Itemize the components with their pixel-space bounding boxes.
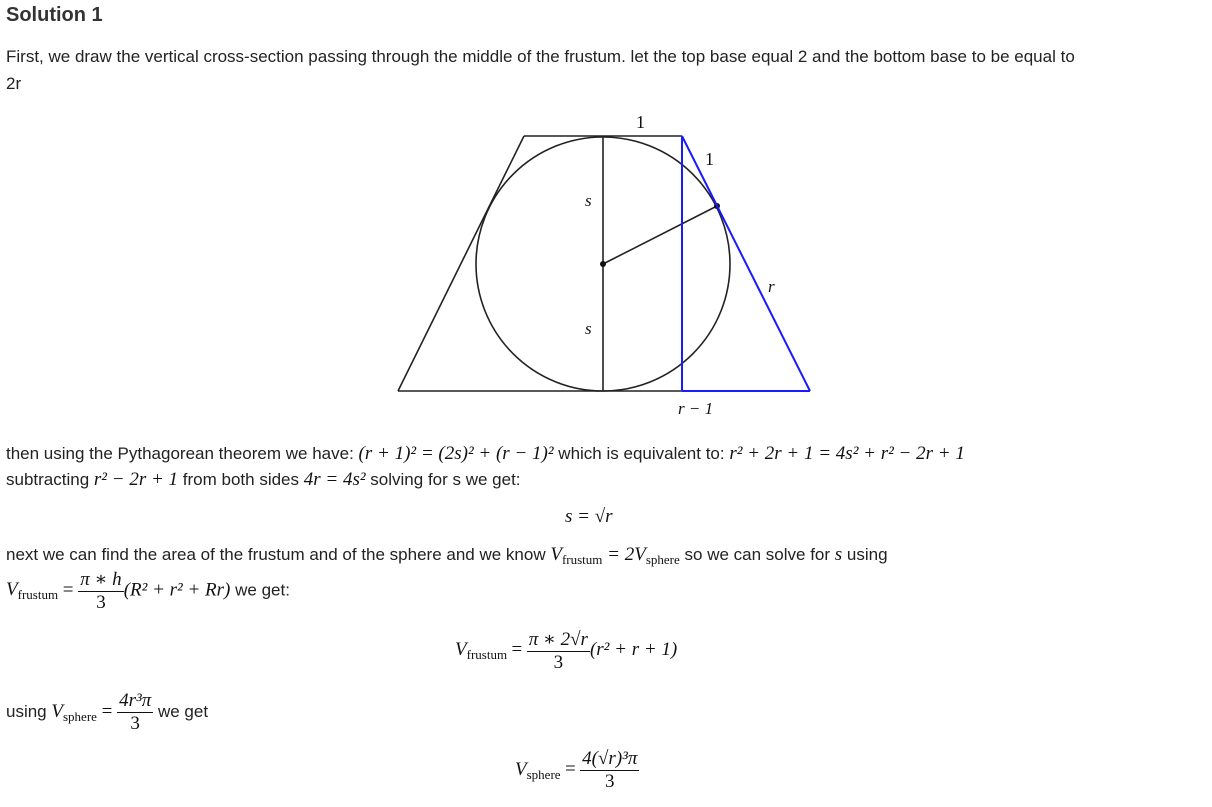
frustum-result-tail: (r² + r + 1) (589, 639, 678, 661)
we-get-text: we get (157, 701, 209, 721)
label-s-upper: s (585, 191, 592, 210)
subtracted-expression: r² − 2r + 1 (93, 469, 179, 490)
both-sides-text: from both sides (182, 470, 300, 489)
intro-line-2: 2r (6, 74, 22, 93)
using-prefix: using (6, 701, 47, 721)
equals-sign: = (62, 579, 74, 601)
v-frustum-symbol: $V_{frustum}$ (6, 579, 59, 603)
sphere-fraction (117, 690, 153, 735)
volume-relation-line (6, 544, 888, 568)
s-equals-sqrt-r: s = √r (565, 506, 613, 527)
simplified-equation: 4r = 4s² (303, 469, 366, 490)
frustum-result-fraction (527, 628, 590, 674)
frustum-numerator: π ∗ h (80, 569, 122, 590)
v-sphere-result-symbol: $V_{sphere}$ (515, 758, 561, 782)
equals-sign: = (101, 700, 113, 722)
label-top-1: 1 (636, 112, 645, 132)
equivalent-text: which is equivalent to: (558, 444, 725, 463)
blue-slant-line (682, 136, 810, 391)
frustum-cross-section-diagram (390, 108, 820, 420)
solution-title: Solution 1 (6, 4, 103, 26)
volume-relation-equation: $V_{frustum} = 2V_{sphere}$ (550, 544, 680, 567)
using-text: using (846, 545, 888, 564)
we-get-text: we get: (235, 580, 290, 600)
left-slant-line (398, 136, 524, 391)
frustum-formula-line (6, 568, 290, 614)
equals-sign: = (511, 639, 523, 661)
expanded-equation: r² + 2r + 1 = 4s² + r² − 2r + 1 (729, 443, 965, 464)
pythagorean-equation: (r + 1)² = (2s)² + (r − 1)² (358, 443, 554, 464)
v-frustum-result-symbol: $V_{frustum}$ (455, 639, 508, 663)
frustum-result-numerator: π ∗ 2√r (528, 629, 588, 650)
variable-s: s (834, 544, 843, 565)
sphere-result (515, 748, 639, 793)
label-r: r (768, 277, 775, 296)
frustum-denominator: 3 (78, 591, 123, 614)
sphere-numerator: 4r³π (119, 690, 152, 711)
label-slant-1: 1 (705, 149, 714, 169)
frustum-result (455, 628, 677, 674)
frustum-fraction (78, 568, 123, 614)
sphere-result-denominator: 3 (580, 770, 639, 793)
intro-line-1: First, we draw the vertical cross-section passing through the middle of the frustum. let the top base equal 2 and the bottom base to be equal to (6, 47, 1075, 66)
volume-relation-prefix: next we can find the area of the frustum and of the sphere and we know (6, 545, 546, 564)
sphere-result-numerator: 4(√r)³π (582, 748, 638, 769)
subtracting-prefix: subtracting (6, 470, 90, 489)
frustum-result-denominator: 3 (527, 651, 590, 674)
label-s-lower: s (585, 319, 592, 338)
v-sphere-symbol: $V_{sphere}$ (51, 700, 97, 724)
pythagorean-line (6, 443, 965, 465)
sphere-denominator: 3 (117, 712, 153, 735)
sphere-formula-line (6, 690, 208, 735)
center-point (600, 261, 606, 267)
frustum-tail: (R² + r² + Rr) (123, 579, 231, 601)
sphere-result-fraction (580, 748, 639, 793)
solving-text: solving for s we get: (370, 470, 521, 489)
radius-line (603, 206, 717, 264)
solve-for-text: so we can solve for (684, 545, 831, 564)
label-r-minus-1: r − 1 (678, 399, 714, 418)
subtracting-line (6, 469, 521, 491)
equals-sign: = (565, 758, 576, 780)
pythagorean-prefix: then using the Pythagorean theorem we have: (6, 444, 354, 463)
